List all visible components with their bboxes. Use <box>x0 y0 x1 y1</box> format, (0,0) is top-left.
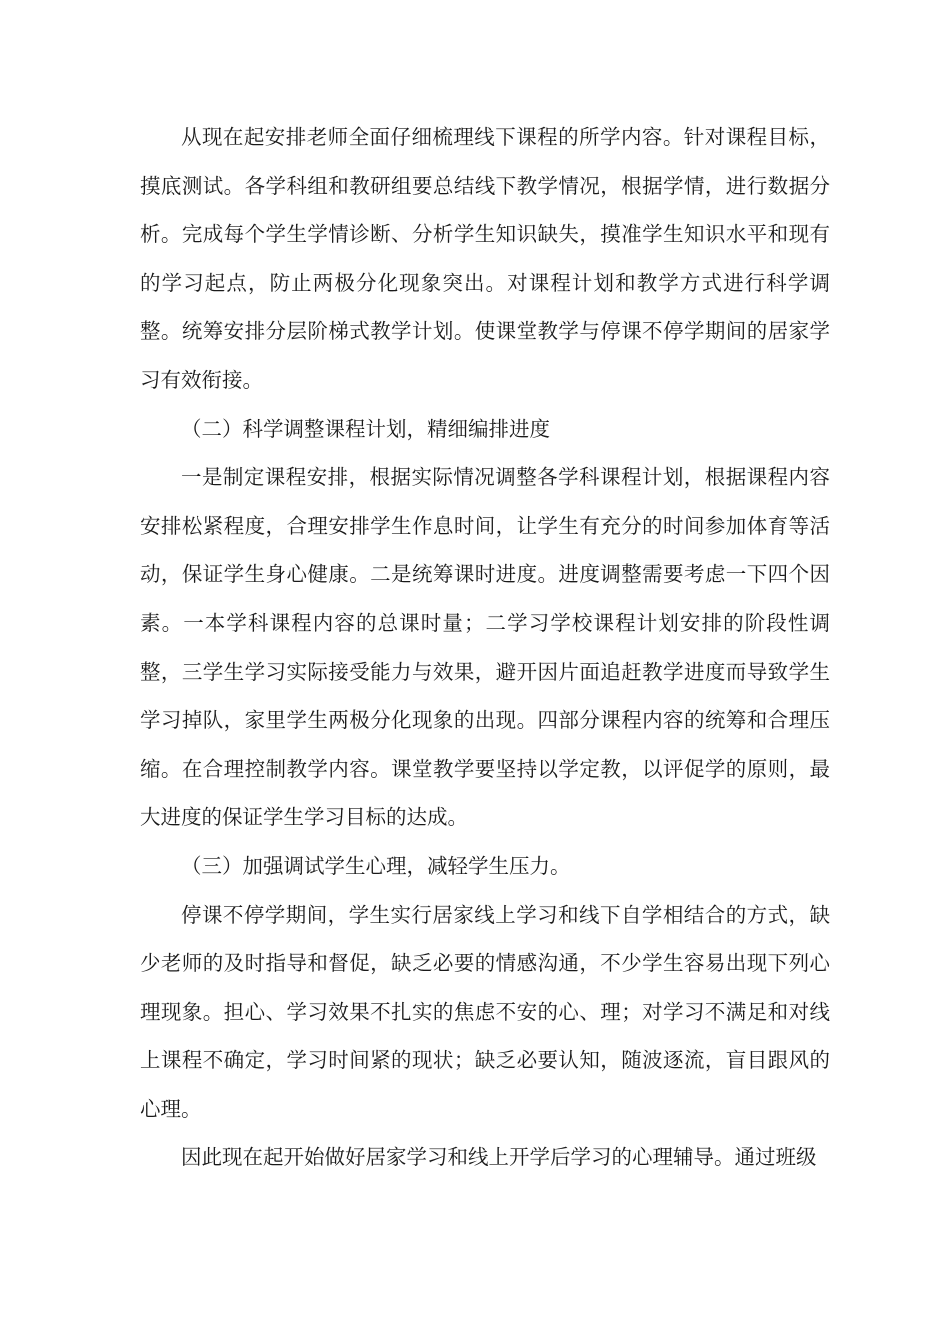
section-heading-3: （三）加强调试学生心理，减轻学生压力。 <box>181 853 571 878</box>
section-heading-2: （二）科学调整课程计划，精细编排进度 <box>181 416 550 441</box>
paragraph-counseling: 因此现在起开始做好居家学习和线上开学后学习的心理辅导。通过班级 <box>181 1145 817 1170</box>
paragraph-course-review: 从现在起安排老师全面仔细梳理线下课程的所学内容。针对课程目标，摸底测试。各学科组和教研组要总结线下教学情况，根据学情，进行数据分析。完成每个学生学情诊断、分析学生知识缺失，摸准学生知识水平和现有的学习起点，防止两极分化现象突出。对课程计划和教学方式进行科学调整。统筹安排分层阶梯式教学计划。使课堂教学与停课不停学期间的居家学习有效衔接。 <box>140 125 830 392</box>
paragraph-course-plan: 一是制定课程安排，根据实际情况调整各学科课程计划，根据课程内容安排松紧程度，合理安排学生作息时间，让学生有充分的时间参加体育等活动，保证学生身心健康。二是统筹课时进度。进度调整需要考虑一下四个因素。一本学科课程内容的总课时量；二学习学校课程计划安排的阶段性调整，三学生学习实际接受能力与效果，避开因片面追赶教学进度而导致学生学习掉队，家里学生两极分化现象的出现。四部分课程内容的统筹和合理压缩。在合理控制教学内容。课堂教学要坚持以学定教，以评促学的原则，最大进度的保证学生学习目标的达成。 <box>140 465 830 830</box>
paragraph-student-psychology: 停课不停学期间，学生实行居家线上学习和线下自学相结合的方式，缺少老师的及时指导和督促，缺乏必要的情感沟通，不少学生容易出现下列心理现象。担心、学习效果不扎实的焦虑不安的心、理；对学习不满足和对线上课程不确定，学习时间紧的现状；缺乏必要认知，随波逐流，盲目跟风的心理。 <box>140 902 830 1121</box>
document-body <box>140 113 830 1182</box>
